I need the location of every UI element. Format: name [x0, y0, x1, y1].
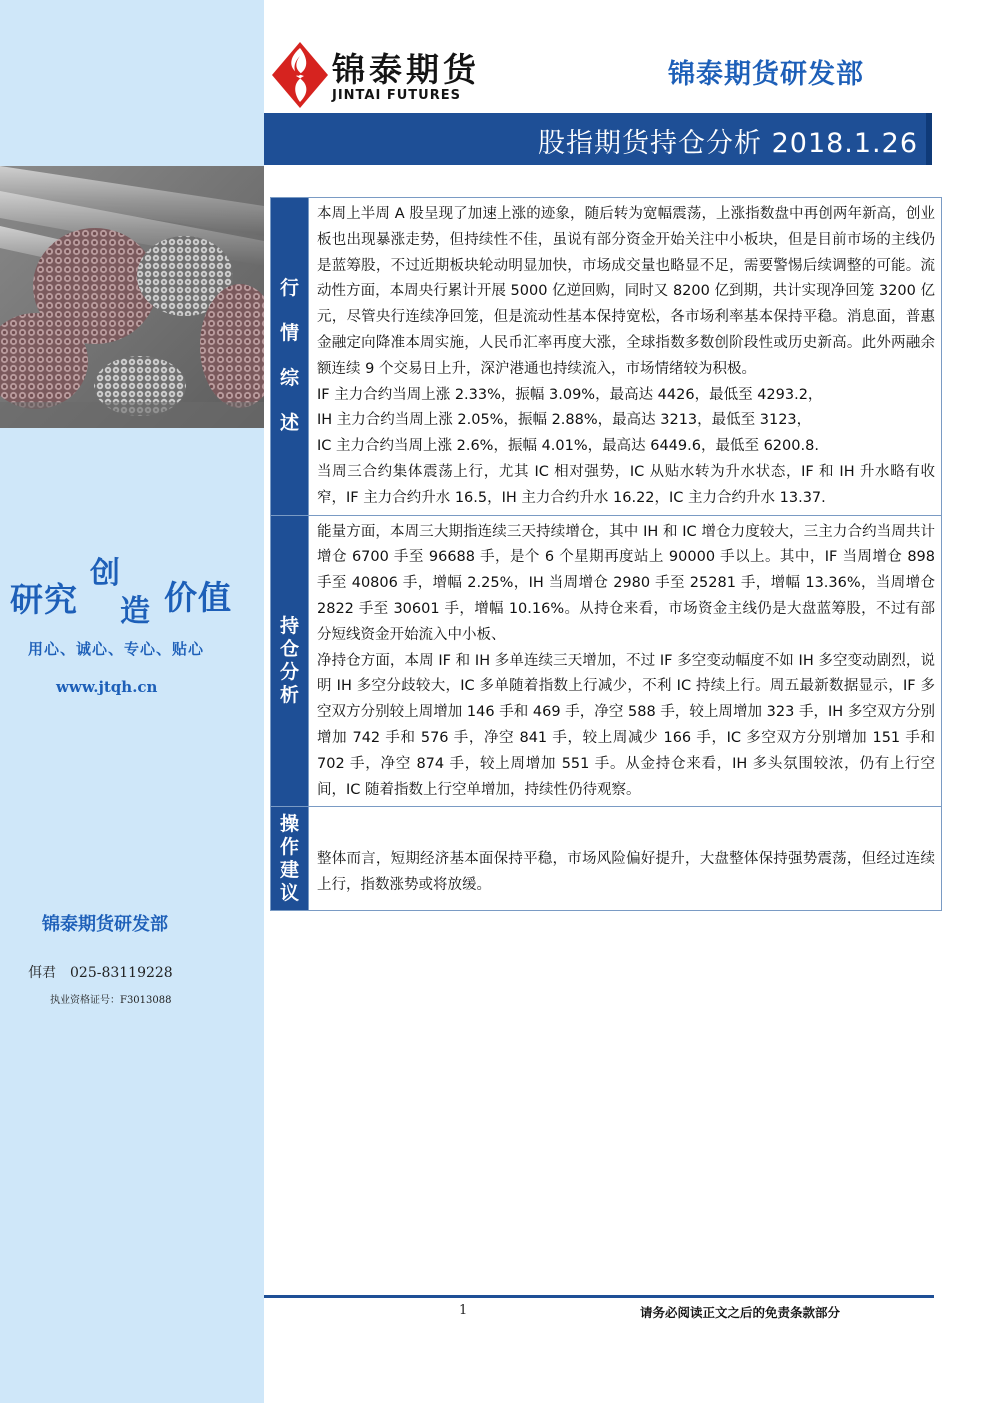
analyst-contact: 佴君 025-83119228: [28, 965, 173, 981]
label-char: 行: [279, 277, 299, 300]
label-char: 析: [279, 683, 299, 706]
paragraph: 净持仓方面，本周 IF 和 IH 多单连续三天增加，不过 IF 多空变动幅度不如 IH 多空变动剧烈，说明 IH 多空分歧较大，IC 多单随着指数上行减少，不利 IC 持续上行。周五最新数据显示，IF 多空双方分别较上周增加 146 手和 469 手，净空 588 手，较上周增加 323 手，IH 多空双方分别增加 742 手和 576 手，净空 841 手，较上周减少 166 手，IC 多空双方分别增加 151 手和 702 手，净空 874 手，较上周增加 551 手。从金持仓来看，IH 多头氛围较浓，仍有上行空间，IC 随着指数上行空单增加，持续性仍待观察。: [317, 652, 935, 798]
section-label: [271, 807, 309, 911]
steel-rebar-bundle-photo: [0, 166, 264, 428]
sidebar-department: 锦泰期货研发部: [42, 914, 168, 935]
slogan-make: 造: [120, 594, 151, 629]
page-number: 1: [459, 1303, 468, 1318]
title-bar: [264, 113, 932, 165]
website-url: www.jtqh.cn: [56, 678, 158, 696]
slogan-values: 用心、诚心、专心、贴心: [28, 640, 205, 658]
label-char: 分: [279, 660, 299, 683]
paragraph: IF 主力合约当周上涨 2.33%，振幅 3.09%，最高达 4426，最低至 4293.2，: [317, 386, 823, 403]
section-label: [271, 515, 309, 807]
report-table: [270, 197, 942, 911]
paragraph: 本周上半周 A 股呈现了加速上涨的迹象，随后转为宽幅震荡，上涨指数盘中再创两年新高，创业板也出现暴涨走势，但持续性不佳，虽说有部分资金开始关注中小板块，但是目前市场的主线仍是蓝筹股，不过近期板块轮动明显加快，市场成交量也略显不足，需要警惕后续调整的可能。流动性方面，本周央行累计开展 5000 亿逆回购，同时又 8200 亿到期，共计实现净回笼 3200 亿元，尽管央行连续净回笼，但是流动性基本保持宽松，各市场利率基本保持平稳。消息面，普惠金融定向降准本周实施，人民币汇率再度大涨，全球指数多数创阶段性或历史新高。此外两融余额连续 9 个交易日上升，深沪港通也持续流入，市场情绪较为积极。: [317, 206, 935, 377]
label-char: 操: [279, 812, 299, 835]
paragraph: IC 主力合约当周上涨 2.6%，振幅 4.01%，最高达 6449.6，最低至 6200.8.: [317, 438, 819, 455]
label-char: 持: [279, 614, 299, 637]
footer-divider: [264, 1295, 934, 1298]
red-diamond-logo-icon: [264, 42, 328, 108]
label-char: 议: [279, 881, 299, 904]
logo-name-cn: 锦泰期货: [332, 50, 480, 89]
logo-name-en: JINTAI FUTURES: [332, 88, 461, 103]
label-char: 综: [279, 367, 299, 390]
paragraph: IH 主力合约当周上涨 2.05%，振幅 2.88%，最高达 3213，最低至 3123，: [317, 412, 812, 429]
slogan-research: 研究: [10, 580, 78, 619]
section-position-analysis: [271, 515, 942, 807]
label-char: 述: [279, 412, 299, 435]
slogan-create: 创: [90, 556, 121, 591]
section-content: [309, 515, 942, 807]
paragraph: 当周三合约集体震荡上行，尤其 IC 相对强势，IC 从贴水转为升水状态，IF 和 IH 升水略有收窄，IF 主力合约升水 16.5，IH 主力合约升水 16.22，IC 主力合约升水 13.37.: [317, 463, 935, 506]
header-department: 锦泰期货研发部: [668, 59, 864, 90]
section-operation-advice: [271, 807, 942, 911]
brand-logo: [264, 40, 494, 106]
slogan: [8, 548, 258, 629]
label-char: 仓: [279, 637, 299, 660]
report-title: 股指期货持仓分析 2018.1.26: [538, 128, 918, 159]
section-label: [271, 198, 309, 516]
label-char: 建: [279, 858, 299, 881]
paragraph: 整体而言，短期经济基本面保持平稳，市场风险偏好提升，大盘整体保持强势震荡，但经过连续上行，指数涨势或将放缓。: [317, 851, 935, 894]
section-market-review: [271, 198, 942, 516]
label-char: 情: [279, 322, 299, 345]
label-char: 作: [279, 835, 299, 858]
paragraph: 能量方面，本周三大期指连续三天持续增仓，其中 IH 和 IC 增仓力度较大，三主力合约当周共计增仓 6700 手至 96688 手，是个 6 个星期再度站上 90000 手以上。其中，IF 当周增仓 898 手至 40806 手，增幅 2.25%，IH 当周增仓 2980 手至 25281 手，增幅 13.36%，当周增仓 2822 手至 30601 手，增幅 10.16%。从持仓来看，市场资金主线仍是大盘蓝筹股，不过有部分短线资金开始流入中小板、: [317, 523, 935, 643]
section-content: [309, 807, 942, 911]
section-content: [309, 198, 942, 516]
slogan-value: 价值: [164, 578, 232, 617]
sidebar: [0, 0, 264, 1403]
disclaimer-note: 请务必阅读正文之后的免责条款部分: [640, 1305, 841, 1320]
license-number: 执业资格证号：F3013088: [50, 995, 172, 1006]
